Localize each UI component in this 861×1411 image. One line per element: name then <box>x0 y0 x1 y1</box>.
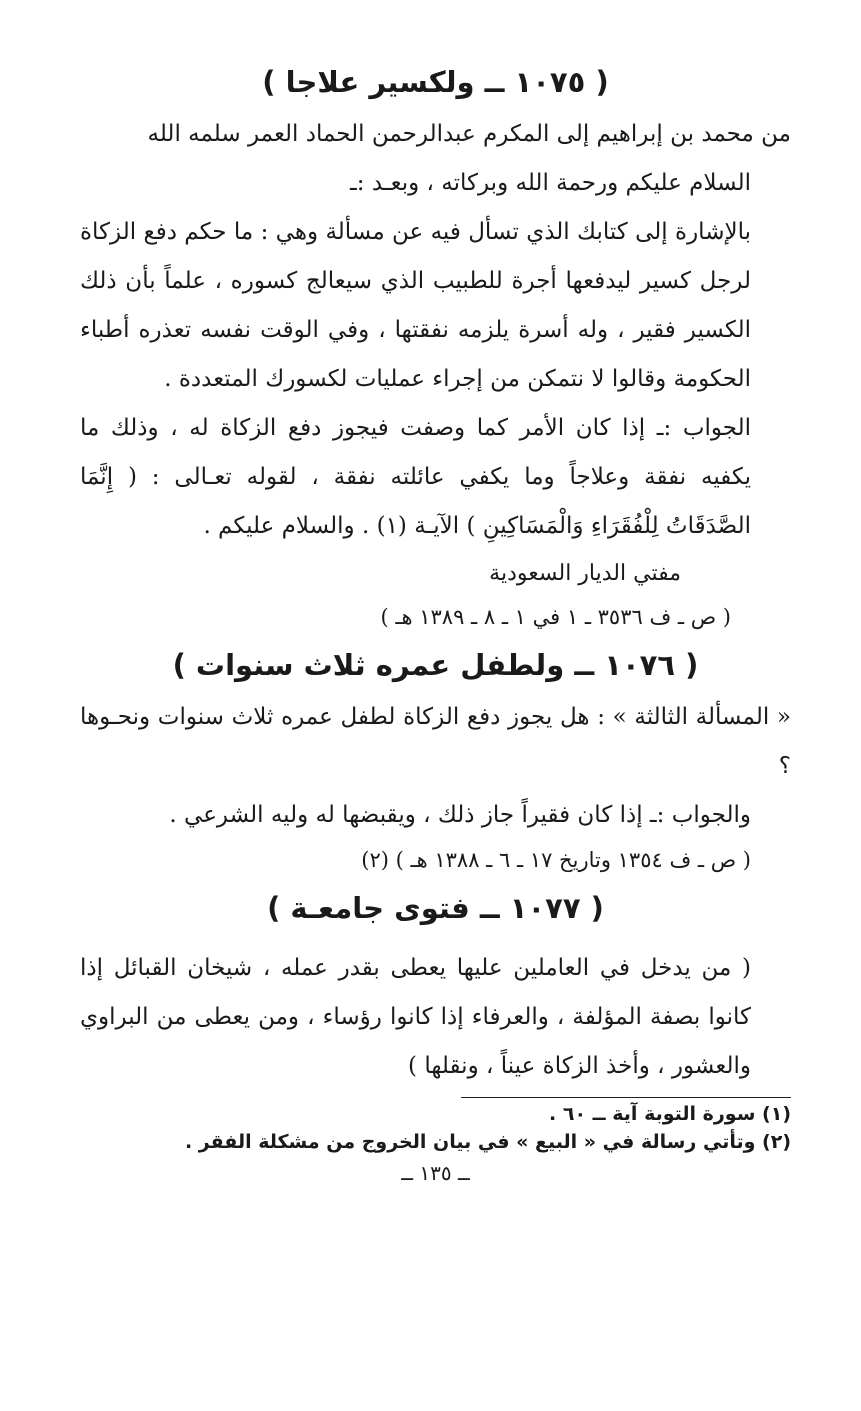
footnote-1: (١) سورة التوبة آية ــ ٦٠ . <box>549 1103 791 1125</box>
page-number: ــ ١٣٥ ــ <box>401 1161 470 1185</box>
section-heading-1076: ( ١٠٧٦ ــ ولطفل عمره ثلاث سنوات ) <box>172 648 699 682</box>
letter-salutation: من محمد بن إبراهيم إلى المكرم عبدالرحمن الحماد العمر سلمه الله <box>147 121 791 147</box>
summary-paragraph: ( من يدخل في العاملين عليها يعطى بقدر عمله ، شيخان القبائل إذا كانوا بصفة المؤلفة ، والعرفاء إذا كانوا رؤساء ، ومن يعطى من البراوي والعشور ، وأخذ الزكاة عيناً ، ونقلها ) <box>80 955 751 1079</box>
answer-paragraph: والجواب :ـ إذا كان فقيراً جاز ذلك ، ويقبضها له وليه الشرعي . <box>169 802 751 828</box>
fatwa-reference: ( ص ـ ف ١٣٥٤ وتاريخ ١٧ ـ ٦ ـ ١٣٨٨ هـ ) (٢) <box>361 848 751 872</box>
section-heading-1075: ( ١٠٧٥ ــ ولكسير علاجا ) <box>262 65 609 99</box>
fatwa-reference: ( ص ـ ف ٣٥٣٦ ـ ١ في ١ ـ ٨ ـ ١٣٨٩ هـ ) <box>380 605 731 629</box>
section-heading-1077: ( ١٠٧٧ ــ فتوى جامعـة ) <box>267 891 604 925</box>
footnotes <box>184 1097 791 1156</box>
answer-paragraph: الجواب :ـ إذا كان الأمر كما وصفت فيجوز دفع الزكاة له ، وذلك ما يكفيه نفقة وعلاجاً وما يكفي عائلته نفقة ، لقوله تعـالى : ( إِنَّمَا الصَّدَقَاتُ لِلْفُقَرَاءِ وَالْمَسَاكِينِ ) الآيـة (١) . والسلام عليكم . <box>80 415 751 539</box>
question-paragraph: « المسألة الثالثة » : هل يجوز دفع الزكاة لطفل عمره ثلاث سنوات ونحـوها ؟ <box>80 704 791 779</box>
footnote-2: (٢) وتأتي رسالة في « البيع » في بيان الخروج من مشكلة الفقر . <box>184 1131 791 1153</box>
question-paragraph: بالإشارة إلى كتابك الذي تسأل فيه عن مسألة وهي : ما حكم دفع الزكاة لرجل كسير ليدفعها أجرة للطبيب الذي سيعالج كسوره ، علماً بأن ذلك الكسير فقير ، وله أسرة يلزمه نفقتها ، وفي الوقت نفسه تعذره أطباء الحكومة وقالوا لا نتمكن من إجراء عمليات لكسورك المتعددة . <box>80 219 751 392</box>
letter-greeting: السلام عليكم ورحمة الله وبركاته ، وبعـد :ـ <box>350 170 751 196</box>
mufti-signature: مفتي الديار السعودية <box>489 561 681 586</box>
